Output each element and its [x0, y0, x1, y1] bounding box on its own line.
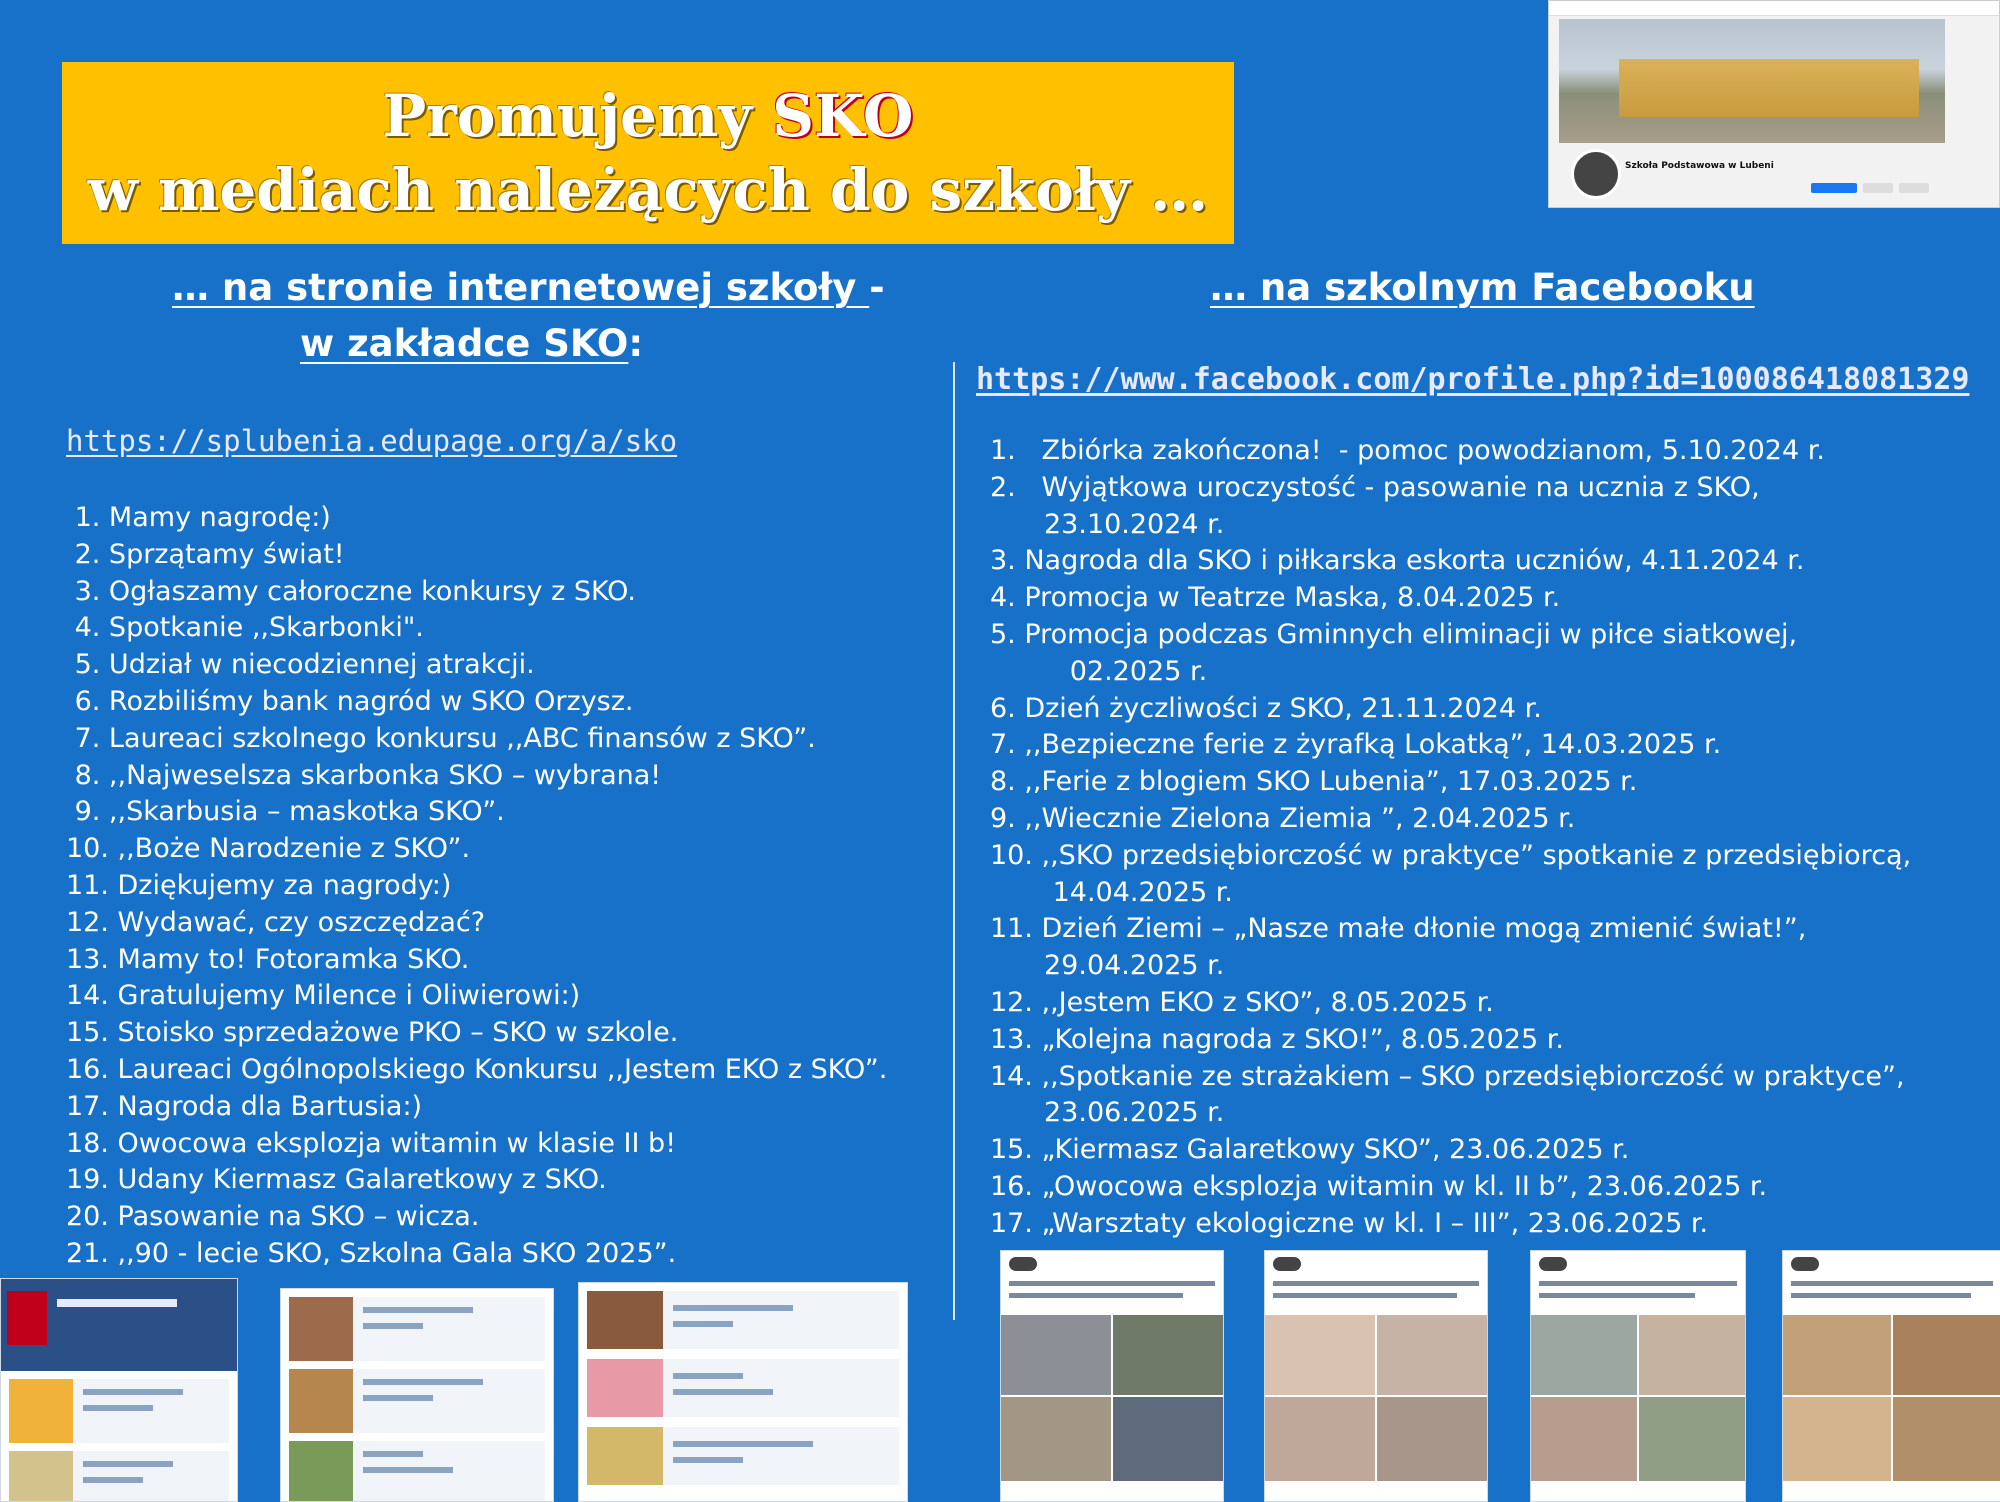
facebook-topbar	[1549, 1, 1999, 16]
website-post-item: 6. Rozbiliśmy bank nagród w SKO Orzysz.	[66, 685, 634, 717]
left-heading-colon: :	[628, 322, 644, 365]
facebook-post-item: 17. „Warsztaty ekologiczne w kl. I – III”, 23.06.2025 r.	[990, 1207, 1709, 1239]
website-screenshot-3	[578, 1282, 908, 1502]
facebook-post-item-continuation: 02.2025 r.	[1044, 655, 1208, 687]
facebook-post-item: 16. „Owocowa eksplozja witamin w kl. II b”, 23.06.2025 r.	[990, 1170, 1768, 1202]
facebook-post-item: 5. Promocja podczas Gminnych eliminacji w piłce siatkowej,	[990, 618, 1798, 650]
school-emblem-icon	[7, 1291, 47, 1345]
facebook-post-item: 4. Promocja w Teatrze Maska, 8.04.2025 r.	[990, 582, 1561, 614]
left-heading-dash: -	[869, 266, 885, 309]
message-button	[1863, 183, 1893, 193]
facebook-post-item: 6. Dzień życzliwości z SKO, 21.11.2024 r.	[990, 692, 1542, 724]
website-post-item: 13. Mamy to! Fotoramka SKO.	[66, 943, 470, 975]
right-heading-text: … na szkolnym Facebooku	[1210, 266, 1755, 309]
facebook-post-item-continuation: 29.04.2025 r.	[1044, 950, 1225, 982]
website-post-item: 3. Ogłaszamy całoroczne konkursy z SKO.	[66, 575, 636, 607]
website-post-item: 15. Stoisko sprzedażowe PKO – SKO w szkole.	[66, 1017, 679, 1049]
website-post-row	[9, 1379, 229, 1443]
website-post-row	[9, 1451, 229, 1502]
website-posts-list	[66, 500, 887, 1273]
facebook-page-screenshot	[1548, 0, 2000, 208]
facebook-post-screenshot-2	[1264, 1250, 1488, 1502]
website-post-item: 10. ,,Boże Narodzenie z SKO”.	[66, 833, 471, 865]
title-line-2: w mediach należących do szkoły …	[87, 156, 1209, 224]
website-post-item: 9. ,,Skarbusia – maskotka SKO”.	[66, 796, 505, 828]
website-post-item: 20. Pasowanie na SKO – wicza.	[66, 1201, 480, 1233]
follow-button	[1811, 183, 1857, 193]
facebook-post-item: 11. Dzień Ziemi – „Nasze małe dłonie mogą zmienić świat!”,	[990, 913, 1807, 945]
left-heading-text-1: … na stronie internetowej szkoły	[172, 266, 870, 309]
facebook-post-item-continuation: 23.10.2024 r.	[1044, 508, 1225, 540]
website-post-row	[587, 1427, 899, 1485]
website-navbar	[1, 1279, 237, 1371]
facebook-post-item: 9. ,,Wiecznie Zielona Ziemia ”, 2.04.2025 r.	[990, 802, 1576, 834]
facebook-post-item: 8. ,,Ferie z blogiem SKO Lubenia”, 17.03.2025 r.	[990, 766, 1638, 798]
website-post-item: 21. ,,90 - lecie SKO, Szkolna Gala SKO 2025”.	[66, 1237, 677, 1269]
title-line-1	[383, 79, 914, 153]
facebook-profile-link[interactable]: https://www.facebook.com/profile.php?id=100086418081329	[976, 362, 1970, 397]
website-screenshot-2	[280, 1288, 554, 1502]
school-building	[1619, 59, 1919, 117]
facebook-post-item: 13. „Kolejna nagroda z SKO!”, 8.05.2025 r.	[990, 1023, 1564, 1055]
left-heading-text-2: w zakładce SKO	[300, 322, 629, 365]
profile-avatar	[1571, 149, 1621, 199]
website-post-row	[587, 1291, 899, 1349]
website-post-item: 8. ,,Najweselsza skarbonka SKO – wybrana!	[66, 759, 662, 791]
facebook-post-item: 14. ,,Spotkanie ze strażakiem – SKO przedsiębiorczość w praktyce”,	[990, 1060, 1905, 1092]
school-building-photo	[1559, 19, 1945, 143]
facebook-post-item: 2. Wyjątkowa uroczystość - pasowanie na ucznia z SKO,	[990, 471, 1760, 503]
left-heading-line-1	[172, 266, 885, 309]
facebook-post-item: 1. Zbiórka zakończona! - pomoc powodzianom, 5.10.2024 r.	[990, 435, 1825, 466]
website-post-item: 5. Udział w niecodziennej atrakcji.	[66, 649, 535, 681]
website-post-item: 4. Spotkanie ,,Skarbonki".	[66, 612, 424, 644]
website-post-row	[587, 1359, 899, 1417]
website-post-item: 7. Laureaci szkolnego konkursu ,,ABC finansów z SKO”.	[66, 722, 816, 754]
facebook-page-name: Szkoła Podstawowa w Lubeni	[1625, 161, 1774, 171]
website-post-row	[289, 1297, 545, 1361]
facebook-post-item: 15. „Kiermasz Galaretkowy SKO”, 23.06.2025 r.	[990, 1134, 1630, 1166]
facebook-post-item: 10. ,,SKO przedsiębiorczość w praktyce” spotkanie z przedsiębiorcą,	[990, 839, 1912, 871]
left-heading-line-2	[300, 322, 643, 365]
facebook-post-screenshot-1	[1000, 1250, 1224, 1502]
website-screenshot-1	[0, 1278, 238, 1502]
facebook-post-item-continuation: 14.04.2025 r.	[1044, 876, 1233, 908]
website-post-item: 17. Nagroda dla Bartusia:)	[66, 1090, 423, 1122]
facebook-post-item: 12. ,,Jestem EKO z SKO”, 8.05.2025 r.	[990, 986, 1494, 1018]
website-title-bar	[57, 1299, 177, 1307]
website-post-item: 16. Laureaci Ogólnopolskiego Konkursu ,,Jestem EKO z SKO”.	[66, 1053, 888, 1085]
website-post-item: 14. Gratulujemy Milence i Oliwierowi:)	[66, 980, 581, 1012]
title-promujemy: Promujemy	[382, 82, 773, 150]
facebook-post-screenshot-3	[1530, 1250, 1746, 1502]
title-banner	[62, 62, 1234, 244]
school-website-link[interactable]: https://splubenia.edupage.org/a/sko	[66, 424, 678, 458]
website-post-item: 19. Udany Kiermasz Galaretkowy z SKO.	[66, 1164, 607, 1196]
website-post-item: 1. Mamy nagrodę:)	[66, 502, 331, 533]
right-heading	[1210, 266, 1755, 309]
more-button	[1899, 183, 1929, 193]
facebook-posts-list	[990, 433, 1911, 1243]
website-post-item: 11. Dziękujemy za nagrody:)	[66, 869, 452, 901]
website-post-item: 18. Owocowa eksplozja witamin w klasie II b!	[66, 1127, 677, 1159]
facebook-post-item: 7. ,,Bezpieczne ferie z żyrafką Lokatką”, 14.03.2025 r.	[990, 729, 1722, 761]
facebook-post-screenshot-4	[1782, 1250, 2000, 1502]
website-post-row	[289, 1441, 545, 1502]
column-divider	[953, 362, 955, 1320]
website-post-item: 2. Sprzątamy świat!	[66, 538, 345, 570]
facebook-post-item-continuation: 23.06.2025 r.	[1044, 1097, 1225, 1129]
title-sko: SKO	[772, 82, 914, 150]
website-post-row	[289, 1369, 545, 1433]
facebook-post-item: 3. Nagroda dla SKO i piłkarska eskorta uczniów, 4.11.2024 r.	[990, 545, 1805, 577]
website-post-item: 12. Wydawać, czy oszczędzać?	[66, 906, 486, 938]
